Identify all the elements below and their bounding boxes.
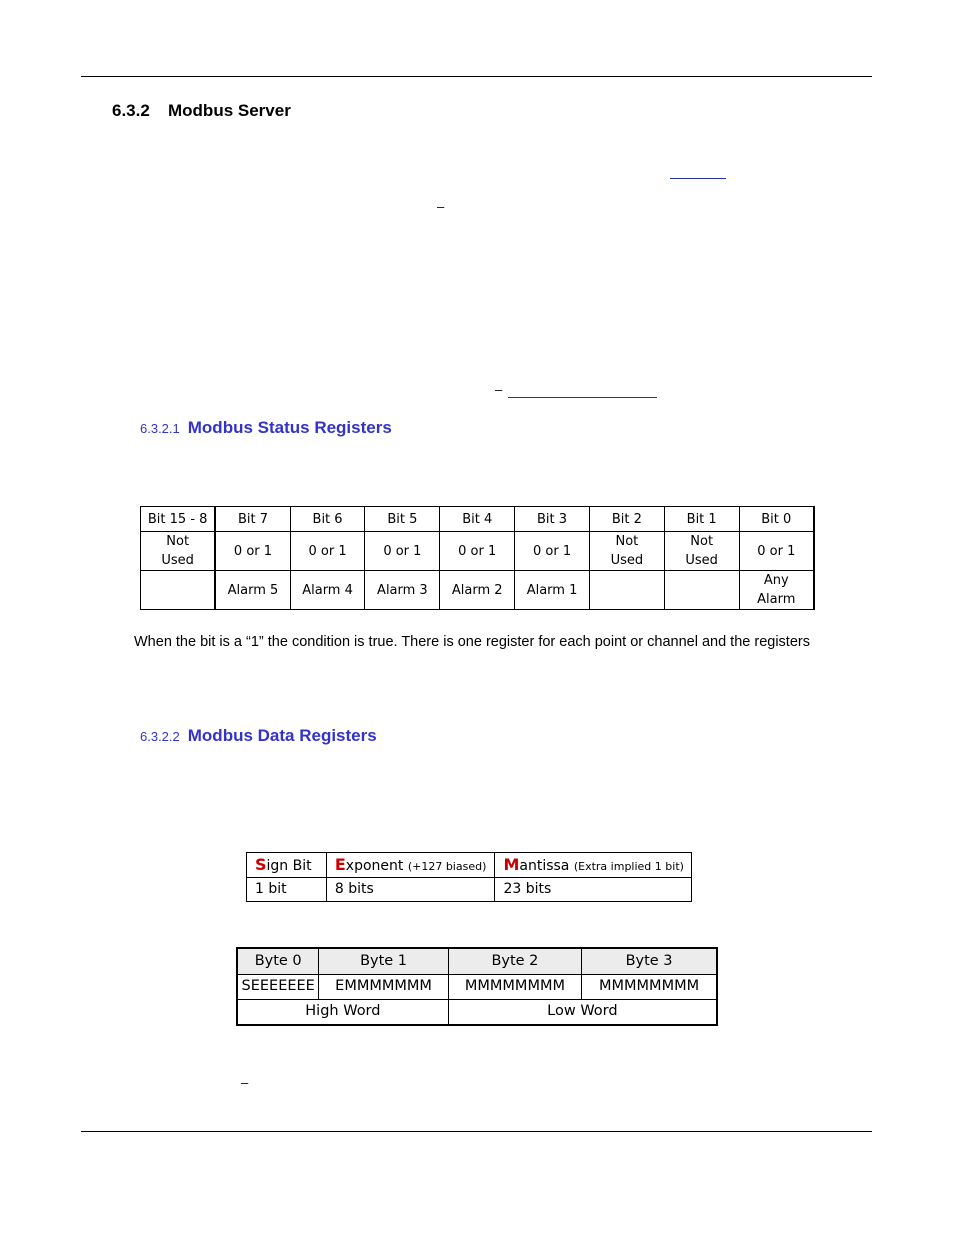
section-number: 6.3.2 <box>112 101 150 120</box>
low-word-cell: Low Word <box>448 999 717 1025</box>
dash-mark: – <box>495 382 503 397</box>
sign-bit-cell: Sign Bit <box>247 853 327 878</box>
bit-header: Bit 2 <box>589 507 664 532</box>
bit-value-cell <box>141 532 216 571</box>
byte-order-table <box>236 947 718 1026</box>
bit-value-cell-text: 0 or 1 <box>757 543 796 559</box>
mantissa-cell: Mantissa (Extra implied 1 bit) <box>495 853 692 878</box>
bit-value-cell-text: 0 or 1 <box>532 543 572 559</box>
status-bit-table <box>140 506 815 610</box>
bit-header: Bit 4 <box>440 507 515 532</box>
dash-mark: – <box>241 1075 249 1090</box>
subsection-number: 6.3.2.2 <box>140 729 180 744</box>
bit-label-cell-text: Alarm 4 <box>302 582 353 598</box>
bit-header: Bit 3 <box>515 507 590 532</box>
bit-label-cell <box>589 571 664 610</box>
sign-size-cell: 1 bit <box>247 878 327 902</box>
high-word-cell: High Word <box>237 999 448 1025</box>
bit-value-cell-text: Used <box>161 553 194 568</box>
bit-label-cell <box>141 571 216 610</box>
bit-value-cell <box>440 532 515 571</box>
subsection-title: Modbus Data Registers <box>187 726 377 745</box>
bit-value-cell-text: Used <box>610 553 644 568</box>
byte-header: Byte 3 <box>582 948 717 974</box>
hyperlink-underline[interactable] <box>670 178 726 179</box>
bit-value-cell <box>215 532 290 571</box>
data-registers-heading <box>140 726 377 746</box>
bit-header: Bit 15 - 8 <box>141 507 216 532</box>
bit-header: Bit 1 <box>664 507 739 532</box>
footer-rule <box>81 1131 872 1132</box>
bit-label-cell <box>664 571 739 610</box>
bit-header: Bit 7 <box>215 507 290 532</box>
bit-label-cell <box>739 571 814 610</box>
bit-label-cell-text: Any <box>763 573 789 588</box>
bit-value-cell-text: Used <box>685 553 718 568</box>
bit-value-cell <box>365 532 440 571</box>
bit-header: Bit 6 <box>290 507 365 532</box>
byte-bits-cell: MMMMMMMM <box>582 974 717 999</box>
bit-label-cell-text: Alarm 5 <box>227 582 279 598</box>
status-note: When the bit is a “1” the condition is true. There is one register for each point or channel and the registers <box>134 634 810 650</box>
section-title: Modbus Server <box>168 101 291 120</box>
bit-header: Bit 0 <box>739 507 814 532</box>
byte-header: Byte 2 <box>448 948 581 974</box>
bit-label-cell-text: Alarm 2 <box>451 582 503 598</box>
header-rule <box>81 76 872 77</box>
bit-value-cell <box>739 532 814 571</box>
exponent-cell: Exponent (+127 biased) <box>326 853 495 878</box>
bit-label-cell <box>365 571 440 610</box>
bit-label-cell <box>290 571 365 610</box>
byte-header: Byte 0 <box>237 948 319 974</box>
float-format-table <box>246 852 692 902</box>
bit-value-cell-text: Not <box>166 534 190 549</box>
subsection-title: Modbus Status Registers <box>187 418 392 437</box>
bit-value-cell-text: Not <box>690 534 714 549</box>
subsection-number: 6.3.2.1 <box>140 421 180 436</box>
bit-value-cell <box>515 532 590 571</box>
bit-label-cell <box>440 571 515 610</box>
bit-value-cell <box>589 532 664 571</box>
bit-label-cell-text: Alarm 1 <box>526 582 578 598</box>
exponent-size-cell: 8 bits <box>326 878 495 902</box>
status-registers-heading <box>140 418 392 438</box>
byte-header: Byte 1 <box>319 948 448 974</box>
bit-header: Bit 5 <box>365 507 440 532</box>
bit-value-cell-text: Not <box>615 534 639 549</box>
bit-value-cell-text: 0 or 1 <box>308 543 347 559</box>
bit-label-cell <box>215 571 290 610</box>
bit-value-cell-text: 0 or 1 <box>383 543 422 559</box>
bit-label-cell <box>515 571 590 610</box>
hyperlink-underline[interactable] <box>508 397 657 398</box>
dash-mark: – <box>437 199 445 214</box>
bit-value-cell <box>664 532 739 571</box>
byte-bits-cell: SEEEEEEE <box>237 974 319 999</box>
bit-value-cell-text: 0 or 1 <box>458 543 497 559</box>
bit-value-cell-text: 0 or 1 <box>233 543 273 559</box>
byte-bits-cell: EMMMMMMM <box>319 974 448 999</box>
bit-value-cell <box>290 532 365 571</box>
bit-label-cell-text: Alarm <box>757 592 796 607</box>
byte-bits-cell: MMMMMMMM <box>448 974 581 999</box>
bit-label-cell-text: Alarm 3 <box>377 582 428 598</box>
section-heading <box>112 101 291 121</box>
mantissa-size-cell: 23 bits <box>495 878 692 902</box>
